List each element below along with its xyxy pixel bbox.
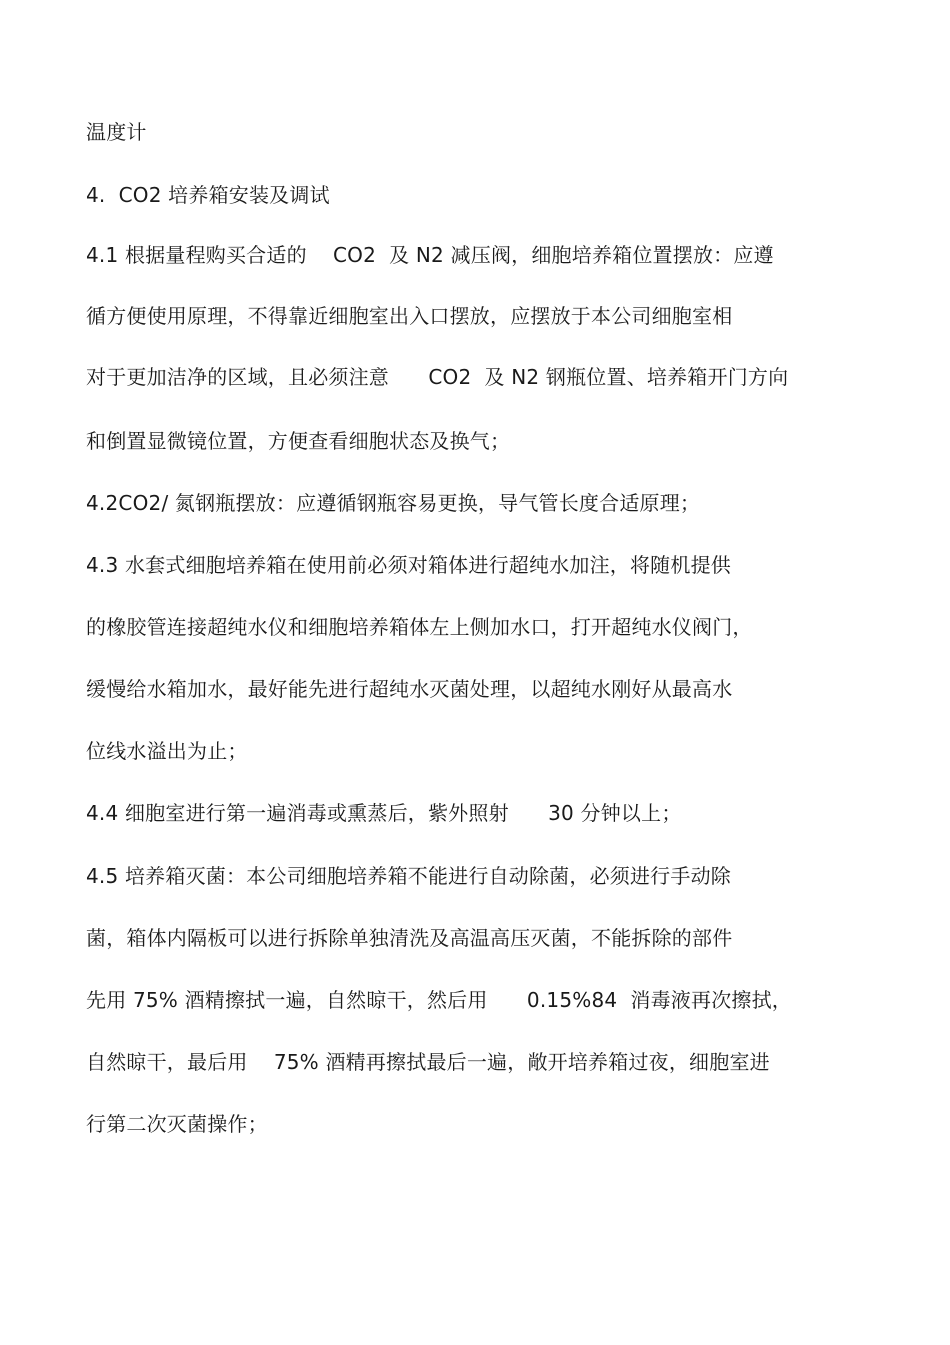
paragraph-line: 4.1 根据量程购买合适的 CO2 及 N2 减压阀，细胞培养箱位置摆放：应遵 [86,243,774,267]
paragraph-line: 4.5 培养箱灭菌：本公司细胞培养箱不能进行自动除菌，必须进行手动除 [86,864,731,888]
paragraph-line: 4.4 细胞室进行第一遍消毒或熏蒸后，紫外照射 30 分钟以上； [86,801,682,825]
paragraph-line: 菌，箱体内隔板可以进行拆除单独清洗及高温高压灭菌，不能拆除的部件 [86,926,733,950]
paragraph-line: 位线水溢出为止； [86,739,248,763]
paragraph-line: 先用 75% 酒精擦拭一遍，自然晾干，然后用 0.15%84 消毒液再次擦拭， [86,988,793,1012]
paragraph-line: 缓慢给水箱加水，最好能先进行超纯水灭菌处理，以超纯水刚好从最高水 [86,677,733,701]
paragraph-line: 4.3 水套式细胞培养箱在使用前必须对箱体进行超纯水加注，将随机提供 [86,553,731,577]
paragraph-line: 循方便使用原理，不得靠近细胞室出入口摆放，应摆放于本公司细胞室相 [86,304,733,328]
paragraph-line: 对于更加洁净的区域，且必须注意 CO2 及 N2 钢瓶位置、培养箱开门方向 [86,365,789,389]
section-heading-co2-incubator: 4. CO2 培养箱安装及调试 [86,183,330,207]
paragraph-line: 4.2CO2/ 氮钢瓶摆放：应遵循钢瓶容易更换，导气管长度合适原理； [86,491,701,515]
paragraph-line: 自然晾干，最后用 75% 酒精再擦拭最后一遍，敞开培养箱过夜，细胞室进 [86,1050,770,1074]
heading-thermometer: 温度计 [86,120,147,144]
paragraph-line: 和倒置显微镜位置，方便查看细胞状态及换气； [86,429,511,453]
paragraph-line: 行第二次灭菌操作； [86,1112,268,1136]
paragraph-line: 的橡胶管连接超纯水仪和细胞培养箱体左上侧加水口，打开超纯水仪阀门， [86,615,753,639]
